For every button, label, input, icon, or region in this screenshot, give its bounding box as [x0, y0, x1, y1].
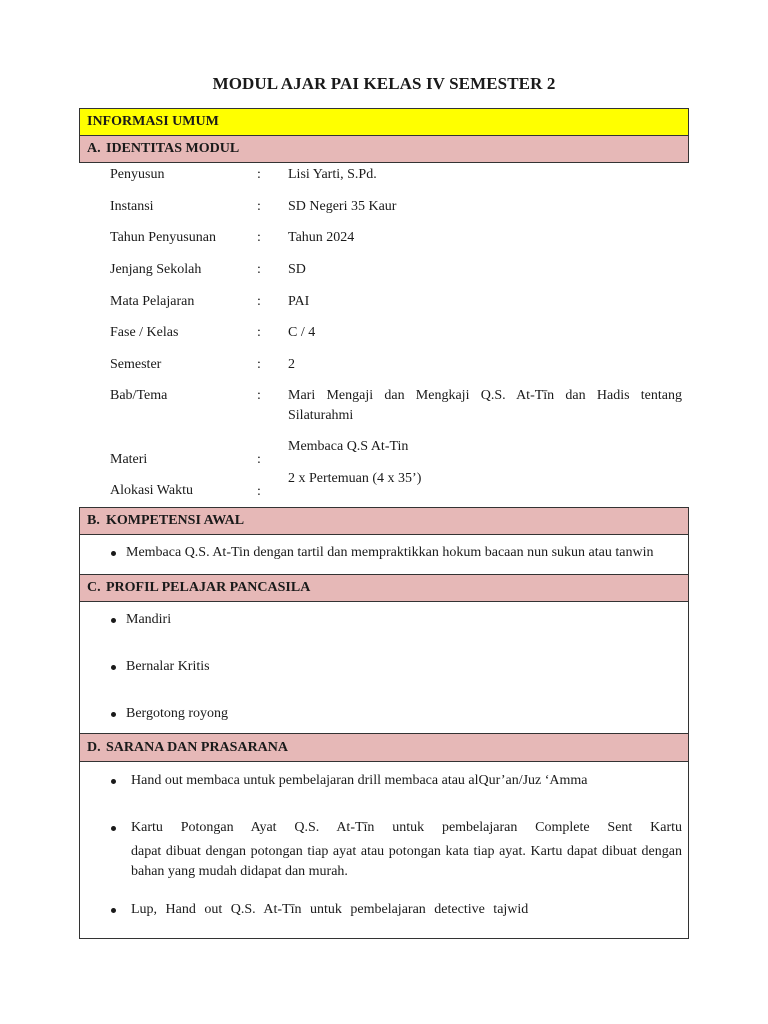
value-tahun-penyusunan: Tahun 2024 — [288, 230, 355, 245]
value-penyusun: Lisi Yarti, S.Pd. — [288, 167, 377, 182]
value-semester: 2 — [288, 357, 295, 372]
section-a-letter: A. — [87, 141, 101, 156]
label-bab-tema: Bab/Tema — [110, 388, 168, 403]
label-jenjang-sekolah: Jenjang Sekolah — [110, 262, 202, 277]
informasi-umum-header — [79, 108, 689, 136]
colon: : — [257, 325, 261, 340]
label-materi: Materi — [110, 452, 148, 467]
sarana-item-lup: Lup, Hand out Q.S. At-Tīn untuk pembelajaran detective tajwid — [131, 902, 529, 917]
bullet-dot — [111, 618, 116, 623]
label-semester: Semester — [110, 357, 162, 372]
kompetensi-awal-item: Membaca Q.S. At-Tin dengan tartil dan mempraktikkan hokum bacaan nun sukun atau tanwin — [126, 545, 654, 560]
value-materi: Membaca Q.S At-Tin — [288, 439, 409, 454]
section-b-title: KOMPETENSI AWAL — [106, 513, 245, 528]
sarana-item-kartu-line1: Kartu Potongan Ayat Q.S. At-Tīn untuk pembelajaran Complete Sent Kartu — [131, 820, 682, 835]
section-c-header — [79, 574, 689, 602]
label-tahun-penyusunan: Tahun Penyusunan — [110, 230, 216, 245]
section-a-header — [79, 135, 689, 163]
bullet-dot — [111, 551, 116, 556]
bullet-dot — [111, 908, 116, 913]
colon: : — [257, 167, 261, 182]
bullet-dot — [111, 826, 116, 831]
section-d-header — [79, 733, 689, 762]
profil-item-bergotong-royong: Bergotong royong — [126, 706, 229, 721]
informasi-umum-label: INFORMASI UMUM — [87, 114, 219, 129]
document-title: MODUL AJAR PAI KELAS IV SEMESTER 2 — [212, 74, 556, 93]
section-d-title: SARANA DAN PRASARANA — [106, 739, 289, 755]
colon: : — [257, 199, 261, 214]
colon: : — [257, 484, 261, 499]
colon: : — [257, 357, 261, 372]
sarana-item-handout: Hand out membaca untuk pembelajaran drill membaca atau alQur’an/Juz ‘Amma — [131, 773, 588, 788]
label-alokasi-waktu: Alokasi Waktu — [110, 483, 193, 498]
colon: : — [257, 262, 261, 277]
sarana-item-kartu-continued: dapat dibuat dengan potongan tiap ayat atau potongan kata tiap ayat. Kartu dapat dibuat dengan bahan yang mudah didapat dan murah. — [131, 844, 682, 879]
value-mata-pelajaran: PAI — [288, 294, 310, 309]
value-jenjang-sekolah: SD — [288, 262, 306, 277]
section-b-letter: B. — [87, 513, 100, 528]
bullet-dot — [111, 665, 116, 670]
profil-item-bernalar-kritis: Bernalar Kritis — [126, 659, 210, 674]
section-c-title: PROFIL PELAJAR PANCASILA — [106, 580, 311, 595]
section-b-header — [79, 507, 689, 535]
colon: : — [257, 388, 261, 403]
value-alokasi-waktu: 2 x Pertemuan (4 x 35’) — [288, 471, 422, 486]
value-fase-kelas: C / 4 — [288, 325, 316, 340]
value-instansi: SD Negeri 35 Kaur — [288, 199, 397, 214]
section-a-title: IDENTITAS MODUL — [106, 141, 240, 156]
section-c-letter: C. — [87, 580, 101, 595]
profil-item-mandiri: Mandiri — [126, 612, 172, 627]
colon: : — [257, 230, 261, 245]
value-bab-tema: Mari Mengaji dan Mengkaji Q.S. At-Tīn dan Hadis tentang Silaturahmi — [288, 388, 682, 423]
label-instansi: Instansi — [110, 199, 154, 214]
section-d-letter: D. — [87, 739, 101, 755]
bullet-dot — [111, 712, 116, 717]
colon: : — [257, 452, 261, 467]
bullet-dot — [111, 779, 116, 784]
label-mata-pelajaran: Mata Pelajaran — [110, 294, 195, 309]
colon: : — [257, 294, 261, 309]
label-fase-kelas: Fase / Kelas — [110, 325, 179, 340]
label-penyusun: Penyusun — [110, 167, 165, 182]
